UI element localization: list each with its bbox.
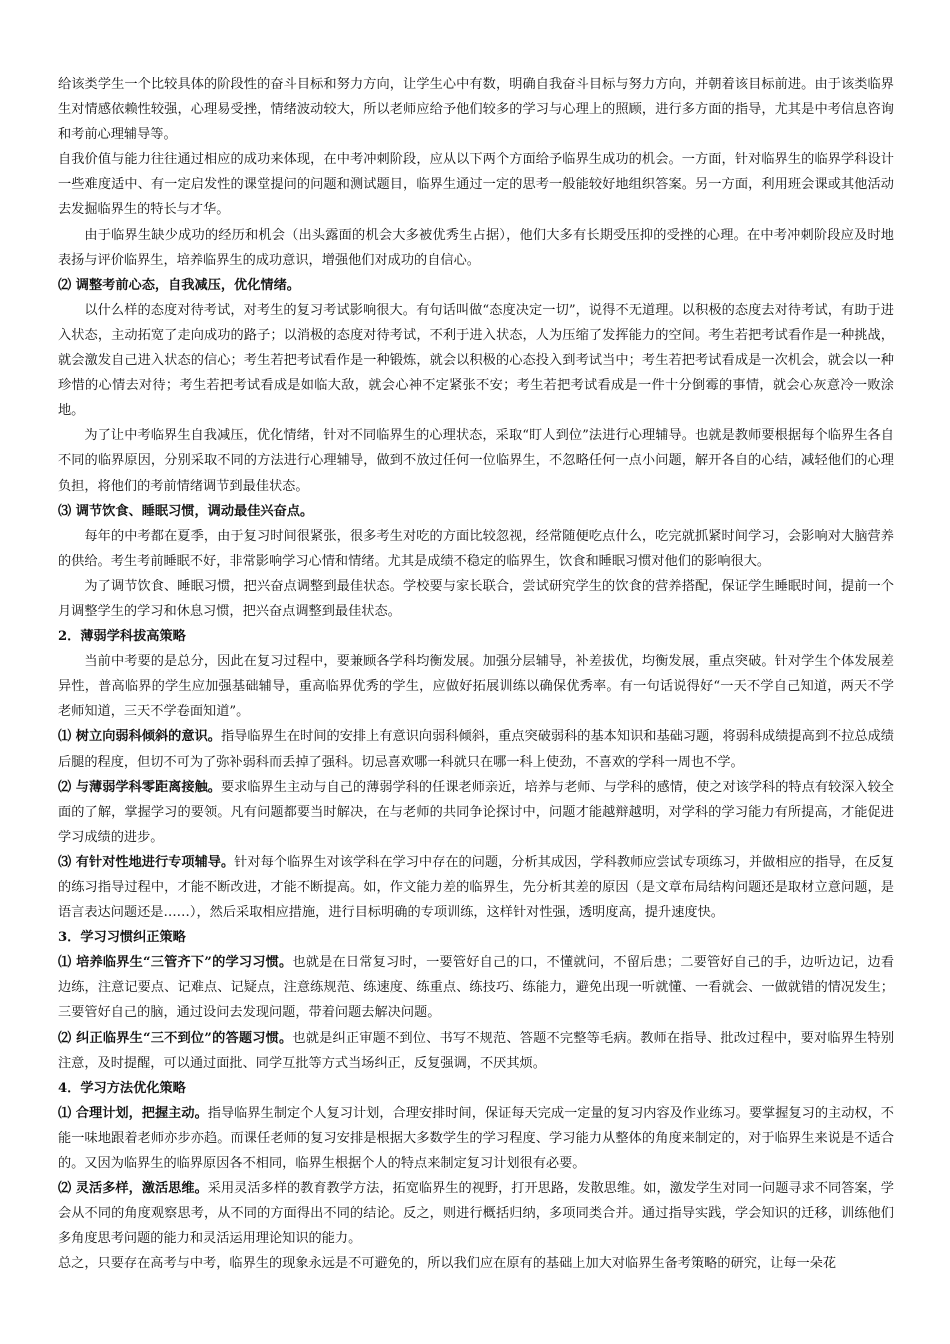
section-heading: 3．学习习惯纠正策略 — [58, 930, 186, 946]
paragraph-body: 采用灵活多样的教育教学方法，拓宽临界生的视野，打开思路，发散思维。如，激发学生对同一问题寻求不同答案，学会从不同的角度观察思考，从不同的方面得出不同的结论。反之，则进行概括归纳，多项同类合并。通过指导实践，学会知识的迁移，训练他们多角度思考问题的能力和灵活运用理论知识的能力。 — [58, 1181, 894, 1247]
paragraph — [58, 1101, 894, 1176]
paragraph-lead: ⑵ 灵活多样，激活思维。 — [58, 1181, 208, 1197]
paragraph — [58, 1176, 894, 1251]
paragraph-body: 也就是纠正审题不到位、书写不规范、答题不完整等毛病。教师在指导、批改过程中，要对临界生特别注意，及时提醒，可以通过面批、同学互批等方式当场纠正，反复强调，不厌其烦。 — [58, 1030, 895, 1071]
paragraph: 以什么样的态度对待考试，对考生的复习考试影响很大。有句话叫做“态度决定一切”，说得不无道理。以积极的态度去对待考试，有助于进入状态，主动拓宽了走向成功的路子；以消极的态度对待考试，不利于进入状态，人为压缩了发挥能力的空间。考生若把考试看作是一种挑战，就会激发自己进入状态的信心；考生若把考试看作是一种锻炼，就会以积极的心态投入到考试当中；考生若把考试看成是一次机会，就会以一种珍惜的心情去对待；考生若把考试看成是如临大敌，就会心神不定紧张不安；考生若把考试看成是一件十分倒霉的事情，就会心灰意冷一败涂地。 — [58, 302, 894, 419]
paragraph: 自我价值与能力往往通过相应的成功来体现，在中考冲刺阶段，应从以下两个方面给予临界生成功的机会。一方面，针对临界生的临界学科设计一些难度适中、有一定启发性的课堂提问的问题和测试题目，临界生通过一定的思考一般能较好地组织答案。另一方面，利用班会课或其他活动去发掘临界生的特长与才华。 — [58, 152, 894, 218]
paragraph-body: 要求临界生主动与自己的薄弱学科的任课老师亲近，培养与老师、与学科的感情，使之对该学科的特点有较深入较全面的了解，掌握学习的要领。凡有问题都要当时解决，在与老师的共同争论探讨中，问题才能越辩越明，对学科的学习能力有所提高，才能促进学习成绩的进步。 — [58, 779, 894, 845]
section-heading: 4．学习方法优化策略 — [58, 1080, 186, 1096]
paragraph — [58, 724, 894, 774]
paragraph-body: 指导临界生在时间的安排上有意识向弱科倾斜，重点突破弱科的基本知识和基础习题，将弱科成绩提高到不拉总成绩后腿的程度，但切不可为了弥补弱科而丢掉了强科。切忌喜欢哪一科就只在哪一科上使劲，不喜欢的学科一周也不学。 — [58, 729, 894, 770]
paragraph-lead: ⑴ 培养临界生“三管齐下”的学习习惯。 — [58, 955, 293, 971]
paragraph-body: 也就是在日常复习时，一要管好自己的口，不懂就问，不留后患；二要管好自己的手，边听边记，边看边练，注意记要点、记难点、记疑点，注意练规范、练速度、练重点、练技巧、练能力，避免出现一听就懂、一看就会、一做就错的情况发生；三要管好自己的脑，通过设问去发现问题，带着问题去解决问题。 — [58, 955, 895, 1021]
paragraph — [58, 775, 894, 850]
paragraph-lead: ⑴ 树立向弱科倾斜的意识。 — [58, 729, 221, 745]
paragraph-lead: ⑴ 合理计划，把握主动。 — [58, 1105, 208, 1121]
paragraph — [58, 850, 894, 925]
paragraph: 为了调节饮食、睡眠习惯，把兴奋点调整到最佳状态。学校要与家长联合，尝试研究学生的饮食的营养搭配，保证学生睡眠时间，提前一个月调整学生的学习和休息习惯，把兴奋点调整到最佳状态。 — [58, 578, 894, 619]
paragraph: 总之，只要存在高考与中考，临界生的现象永远是不可避免的，所以我们应在原有的基础上加大对临界生备考策略的研究，让每一朵花 — [58, 1256, 837, 1272]
paragraph-lead: ⑶ 有针对性地进行专项辅导。 — [58, 854, 235, 870]
paragraph: 当前中考要的是总分，因此在复习过程中，要兼顾各学科均衡发展。加强分层辅导，补差拔优，均衡发展，重点突破。针对学生个体发展差异性，普高临界的学生应加强基础辅导，重高临界优秀的学生，应做好拓展训练以确保优秀率。有一句话说得好“一天不学自己知道，两天不学老师知道，三天不学卷面知道”。 — [58, 654, 894, 720]
section-heading: 2．薄弱学科拔高策略 — [58, 629, 186, 645]
paragraph: 为了让中考临界生自我减压，优化情绪，针对不同临界生的心理状态，采取“盯人到位”法进行心理辅导。也就是教师要根据每个临界生各自不同的临界原因，分别采取不同的方法进行心理辅导，做到不放过任何一位临界生，不忽略任何一点小问题，解开各自的心结，减轻他们的心理负担，将他们的考前情绪调节到最佳状态。 — [58, 428, 894, 494]
paragraph: 由于临界生缺少成功的经历和机会（出头露面的机会大多被优秀生占据），他们大多有长期受压抑的受挫的心理。在中考冲刺阶段应及时地表扬与评价临界生，培养临界生的成功意识，增强他们对成功的自信心。 — [58, 227, 894, 268]
subheading: ⑶ 调节饮食、睡眠习惯，调动最佳兴奋点。 — [58, 503, 314, 519]
subheading: ⑵ 调整考前心态，自我减压，优化情绪。 — [58, 277, 300, 293]
paragraph — [58, 1026, 894, 1076]
paragraph: 给该类学生一个比较具体的阶段性的奋斗目标和努力方向，让学生心中有数，明确自我奋斗目标与努力方向，并朝着该目标前进。由于该类临界生对情感依赖性较强，心理易受挫，情绪波动较大，所以老师应给予他们较多的学习与心理上的照顾，进行多方面的指导，尤其是中考信息咨询和考前心理辅导等。 — [58, 77, 894, 143]
paragraph-body: 指导临界生制定个人复习计划，合理安排时间，保证每天完成一定量的复习内容及作业练习。要掌握复习的主动权，不能一味地跟着老师亦步亦趋。而课任老师的复习安排是根据大多数学生的学习程度、学习能力从整体的角度来制定的，对于临界生来说是不适合的。又因为临界生的临界原因各不相同，临界生根据个人的特点来制定复习计划很有必要。 — [58, 1105, 894, 1172]
paragraph-lead: ⑵ 纠正临界生“三不到位”的答题习惯。 — [58, 1030, 293, 1046]
paragraph-body: 针对每个临界生对该学科在学习中存在的问题，分析其成因，学科教师应尝试专项练习，并做相应的指导，在反复的练习指导过程中，才能不断改进，才能不断提高。如，作文能力差的临界生，先分析其差的原因（是文章布局结构问题还是取材立意问题，是语言表达问题还是……），然后采取相应措施，进行目标明确的专项训练，这样针对性强，透明度高，提升速度快。 — [58, 854, 895, 921]
document-page — [58, 72, 894, 1277]
paragraph-lead: ⑵ 与薄弱学科零距离接触。 — [58, 779, 221, 795]
paragraph: 每年的中考都在夏季，由于复习时间很紧张，很多考生对吃的方面比较忽视，经常随便吃点什么，吃完就抓紧时间学习，会影响对大脑营养的供给。考生考前睡眠不好，非常影响学习心情和情绪。尤其是成绩不稳定的临界生，饮食和睡眠习惯对他们的影响很大。 — [58, 528, 894, 569]
paragraph — [58, 950, 894, 1025]
